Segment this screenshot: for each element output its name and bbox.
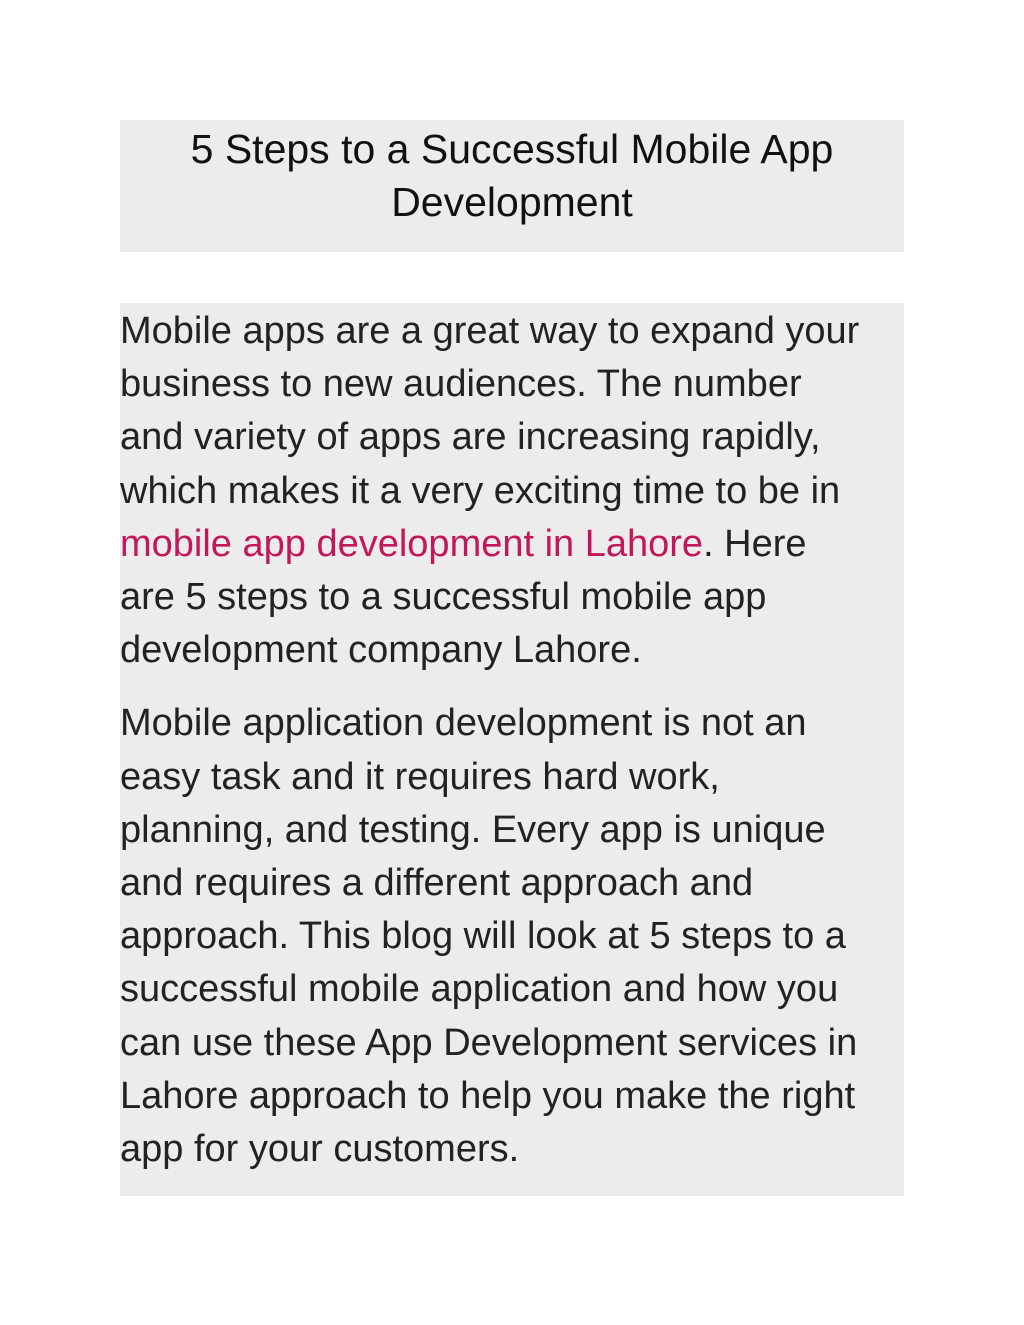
intro-line-2: business to new audiences. The number xyxy=(120,363,802,406)
second-line-3: planning, and testing. Every app is unique xyxy=(120,808,826,851)
intro-line-7: development company Lahore. xyxy=(120,629,642,672)
intro-line-5-rest: . Here xyxy=(703,522,807,565)
second-line-6: successful mobile application and how you xyxy=(120,968,839,1011)
intro-line-1: Mobile apps are a great way to expand your xyxy=(120,310,860,352)
body-panel xyxy=(120,303,904,1196)
intro-line-3: and variety of apps are increasing rapidly, xyxy=(120,416,821,459)
intro-line-6: are 5 steps to a successful mobile app xyxy=(120,576,767,619)
title-panel xyxy=(120,120,904,252)
intro-paragraph xyxy=(120,305,904,677)
mobile-app-development-link[interactable]: mobile app development in Lahore xyxy=(120,522,704,565)
page-title xyxy=(120,123,904,229)
title-line-2: Development xyxy=(391,179,633,225)
intro-line-4: which makes it a very exciting time to be in xyxy=(120,469,841,512)
second-paragraph xyxy=(120,697,904,1176)
second-line-4: and requires a different approach and xyxy=(120,862,754,905)
second-line-9: app for your customers. xyxy=(120,1128,520,1171)
second-line-8: Lahore approach to help you make the right xyxy=(120,1074,856,1117)
second-line-2: easy task and it requires hard work, xyxy=(120,755,720,798)
second-line-7: can use these App Development services in xyxy=(120,1021,858,1064)
second-line-1: Mobile application development is not an xyxy=(120,702,807,745)
title-line-1: 5 Steps to a Successful Mobile App xyxy=(190,126,834,172)
second-line-5: approach. This blog will look at 5 steps to a xyxy=(120,915,846,958)
